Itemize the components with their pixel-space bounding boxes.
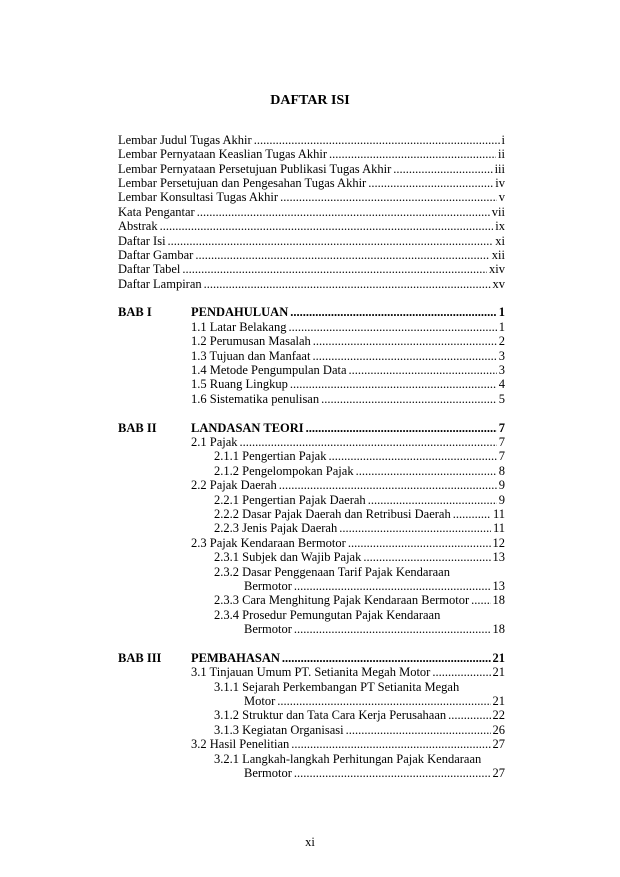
chapter-heading — [118, 305, 505, 319]
page-number: 2 — [498, 334, 505, 349]
chapter-heading — [118, 651, 505, 665]
chapter-number: BAB II — [118, 420, 157, 435]
page-number: vii — [491, 204, 505, 219]
page-number: 11 — [492, 506, 505, 521]
page-number: 5 — [498, 391, 505, 406]
page-number: 7 — [498, 435, 505, 449]
subsection-label: 2.3.4 Prosedur Pemungutan Pajak Kendaraan — [214, 607, 441, 622]
subsection-entry — [118, 507, 505, 521]
page-number: iii — [494, 161, 505, 176]
dot-leader — [193, 248, 489, 262]
page-number: 4 — [498, 377, 505, 392]
section-entry — [118, 435, 505, 449]
subsection-label: 2.2.3 Jenis Pajak Daerah — [214, 521, 338, 536]
subsection-entry — [118, 565, 505, 579]
toc-entry — [118, 248, 505, 262]
section-label: 1.4 Metode Pengumpulan Data — [191, 363, 347, 378]
page-number: 18 — [492, 622, 505, 637]
dot-leader — [292, 622, 491, 636]
dot-leader — [252, 133, 500, 147]
toc-entry-label: Kata Pengantar — [118, 204, 195, 219]
dot-leader — [430, 665, 490, 679]
dot-leader — [366, 493, 497, 507]
section-entry — [118, 478, 505, 492]
subsection-label: 3.1.1 Sejarah Perkembangan PT Setianita Megah — [214, 679, 460, 694]
dot-leader — [304, 421, 497, 435]
page-number: xv — [492, 276, 505, 291]
section-entry — [118, 363, 505, 377]
dot-leader — [275, 694, 490, 708]
section-label: 3.1 Tinjauan Umum PT. Setianita Megah Motor — [191, 665, 431, 680]
section-entry — [118, 334, 505, 348]
page-number: 21 — [492, 650, 505, 665]
toc-entry-label: Daftar Isi — [118, 233, 166, 248]
subsection-entry — [118, 493, 505, 507]
dot-leader — [286, 320, 496, 334]
dot-leader — [327, 147, 496, 161]
toc-entry — [118, 205, 505, 219]
dot-leader — [311, 334, 497, 348]
dot-leader — [180, 262, 487, 276]
chapter-heading — [118, 421, 505, 435]
dot-leader — [451, 507, 491, 521]
toc-entry — [118, 277, 505, 291]
subsection-label: 2.1.2 Pengelompokan Pajak — [214, 463, 354, 478]
section-label: 2.1 Pajak — [191, 435, 238, 449]
subsection-entry — [118, 449, 505, 463]
subsection-entry — [118, 464, 505, 478]
page-number: 18 — [492, 593, 505, 608]
dot-leader — [366, 176, 493, 190]
dot-leader — [326, 449, 496, 463]
dot-leader — [469, 593, 490, 607]
toc-entry — [118, 133, 505, 147]
page-number: 11 — [492, 521, 505, 536]
toc-entry — [118, 262, 505, 276]
table-of-contents — [118, 133, 505, 781]
dot-leader — [310, 349, 496, 363]
toc-entry-label: Abstrak — [118, 219, 158, 234]
subsection-label: 3.1.3 Kegiatan Organisasi — [214, 722, 344, 737]
dot-leader — [277, 478, 497, 492]
toc-entry — [118, 190, 505, 204]
subsection-entry — [118, 680, 505, 694]
dot-leader — [202, 277, 491, 291]
section-label: 1.3 Tujuan dan Manfaat — [191, 348, 311, 363]
footer-page-number: xi — [305, 835, 315, 849]
dot-leader — [238, 435, 497, 449]
subsection-entry-continuation — [118, 694, 505, 708]
subsection-entry — [118, 708, 505, 722]
page-number: 8 — [498, 463, 505, 478]
subsection-entry — [118, 550, 505, 564]
toc-entry — [118, 219, 505, 233]
dot-leader — [280, 651, 491, 665]
page-number: 1 — [498, 305, 505, 320]
dot-leader — [292, 766, 491, 780]
toc-entry-label: Lembar Konsultasi Tugas Akhir — [118, 190, 279, 205]
subsection-label-continuation: Bermotor — [244, 765, 292, 780]
section-entry — [118, 536, 505, 550]
subsection-label: 2.2.2 Dasar Pajak Daerah dan Retribusi Daerah — [214, 506, 451, 521]
page-number: 7 — [498, 449, 505, 464]
page-number: 21 — [492, 665, 505, 680]
page-title: DAFTAR ISI — [270, 93, 350, 108]
dot-leader — [344, 723, 491, 737]
toc-entry — [118, 176, 505, 190]
dot-leader — [337, 521, 491, 535]
toc-entry — [118, 234, 505, 248]
dot-leader — [354, 464, 497, 478]
dot-leader — [361, 550, 490, 564]
page-number: 27 — [492, 765, 505, 780]
page-number: v — [498, 190, 505, 205]
subsection-entry-continuation — [118, 579, 505, 593]
section-label: 1.6 Sistematika penulisan — [191, 391, 320, 406]
subsection-entry — [118, 608, 505, 622]
page-number: iv — [495, 175, 505, 190]
dot-leader — [446, 708, 490, 722]
subsection-entry — [118, 521, 505, 535]
page-number: 9 — [498, 478, 505, 493]
subsection-entry — [118, 723, 505, 737]
toc-entry-label: Lembar Judul Tugas Akhir — [118, 132, 252, 147]
toc-entry-label: Lembar Pernyataan Persetujuan Publikasi Tugas Akhir — [118, 161, 392, 176]
subsection-label-continuation: Bermotor — [244, 622, 292, 637]
section-label: 2.3 Pajak Kendaraan Bermotor — [191, 535, 346, 550]
section-label: 1.5 Ruang Lingkup — [191, 377, 288, 392]
page-number: 13 — [492, 550, 505, 565]
page-number: 22 — [492, 708, 505, 723]
toc-entry — [118, 162, 505, 176]
dot-leader — [166, 234, 494, 248]
toc-entry-label: Lembar Pernyataan Keaslian Tugas Akhir — [118, 147, 327, 162]
section-entry — [118, 320, 505, 334]
section-entry — [118, 665, 505, 679]
page-number: ii — [498, 147, 505, 162]
subsection-label: 3.1.2 Struktur dan Tata Cara Kerja Perusahaan — [214, 708, 447, 723]
chapter-number: BAB I — [118, 305, 152, 320]
subsection-label: 2.2.1 Pengertian Pajak Daerah — [214, 492, 366, 507]
toc-entry-label: Lembar Persetujuan dan Pengesahan Tugas Akhir — [118, 175, 367, 190]
subsection-label: 2.3.3 Cara Menghitung Pajak Kendaraan Bermotor — [214, 593, 470, 608]
toc-entry-label: Daftar Gambar — [118, 247, 194, 262]
page-number: xii — [491, 247, 505, 262]
subsection-entry — [118, 752, 505, 766]
dot-leader — [289, 737, 490, 751]
subsection-entry-continuation — [118, 622, 505, 636]
chapter-title: LANDASAN TEORI — [191, 420, 304, 435]
section-entry — [118, 377, 505, 391]
section-label: 1.1 Latar Belakang — [191, 319, 287, 334]
dot-leader — [319, 392, 497, 406]
chapter-title: PEMBAHASAN — [191, 650, 280, 665]
dot-leader — [158, 219, 494, 233]
dot-leader — [195, 205, 490, 219]
page-number: 3 — [498, 348, 505, 363]
page-number: xiv — [489, 262, 505, 277]
page-number: ix — [495, 219, 505, 234]
page-number: 9 — [498, 492, 505, 507]
section-entry — [118, 349, 505, 363]
dot-leader — [391, 162, 492, 176]
page-number: 7 — [498, 420, 505, 435]
page-number: i — [501, 132, 505, 147]
section-entry — [118, 392, 505, 406]
toc-entry — [118, 147, 505, 161]
subsection-label: 3.2.1 Langkah-langkah Perhitungan Pajak Kendaraan — [214, 751, 482, 766]
page-number: 1 — [498, 319, 505, 334]
section-label: 3.2 Hasil Penelitian — [191, 737, 290, 752]
subsection-label: 2.1.1 Pengertian Pajak — [214, 449, 327, 464]
dot-leader — [292, 579, 491, 593]
section-label: 1.2 Perumusan Masalah — [191, 334, 311, 349]
subsection-entry-continuation — [118, 766, 505, 780]
page-number: xi — [495, 233, 505, 248]
page-number: 12 — [492, 535, 505, 550]
dot-leader — [278, 190, 497, 204]
subsection-label-continuation: Motor — [244, 694, 276, 709]
subsection-label: 2.3.1 Subjek dan Wajib Pajak — [214, 550, 362, 565]
dot-leader — [288, 377, 497, 391]
subsection-entry — [118, 593, 505, 607]
dot-leader — [347, 363, 497, 377]
toc-entry-label: Daftar Lampiran — [118, 276, 202, 291]
page-number: 21 — [492, 694, 505, 709]
toc-entry-label: Daftar Tabel — [118, 262, 181, 277]
page-number: 3 — [498, 363, 505, 378]
page-number: 13 — [492, 578, 505, 593]
subsection-label: 2.3.2 Dasar Penggenaan Tarif Pajak Kendaraan — [214, 564, 450, 579]
dot-leader — [288, 305, 497, 319]
page-number: 26 — [492, 722, 505, 737]
section-entry — [118, 737, 505, 751]
chapter-number: BAB III — [118, 650, 162, 665]
dot-leader — [346, 536, 491, 550]
page-number: 27 — [492, 737, 505, 752]
chapter-title: PENDAHULUAN — [191, 305, 289, 320]
subsection-label-continuation: Bermotor — [244, 578, 292, 593]
section-label: 2.2 Pajak Daerah — [191, 478, 277, 493]
